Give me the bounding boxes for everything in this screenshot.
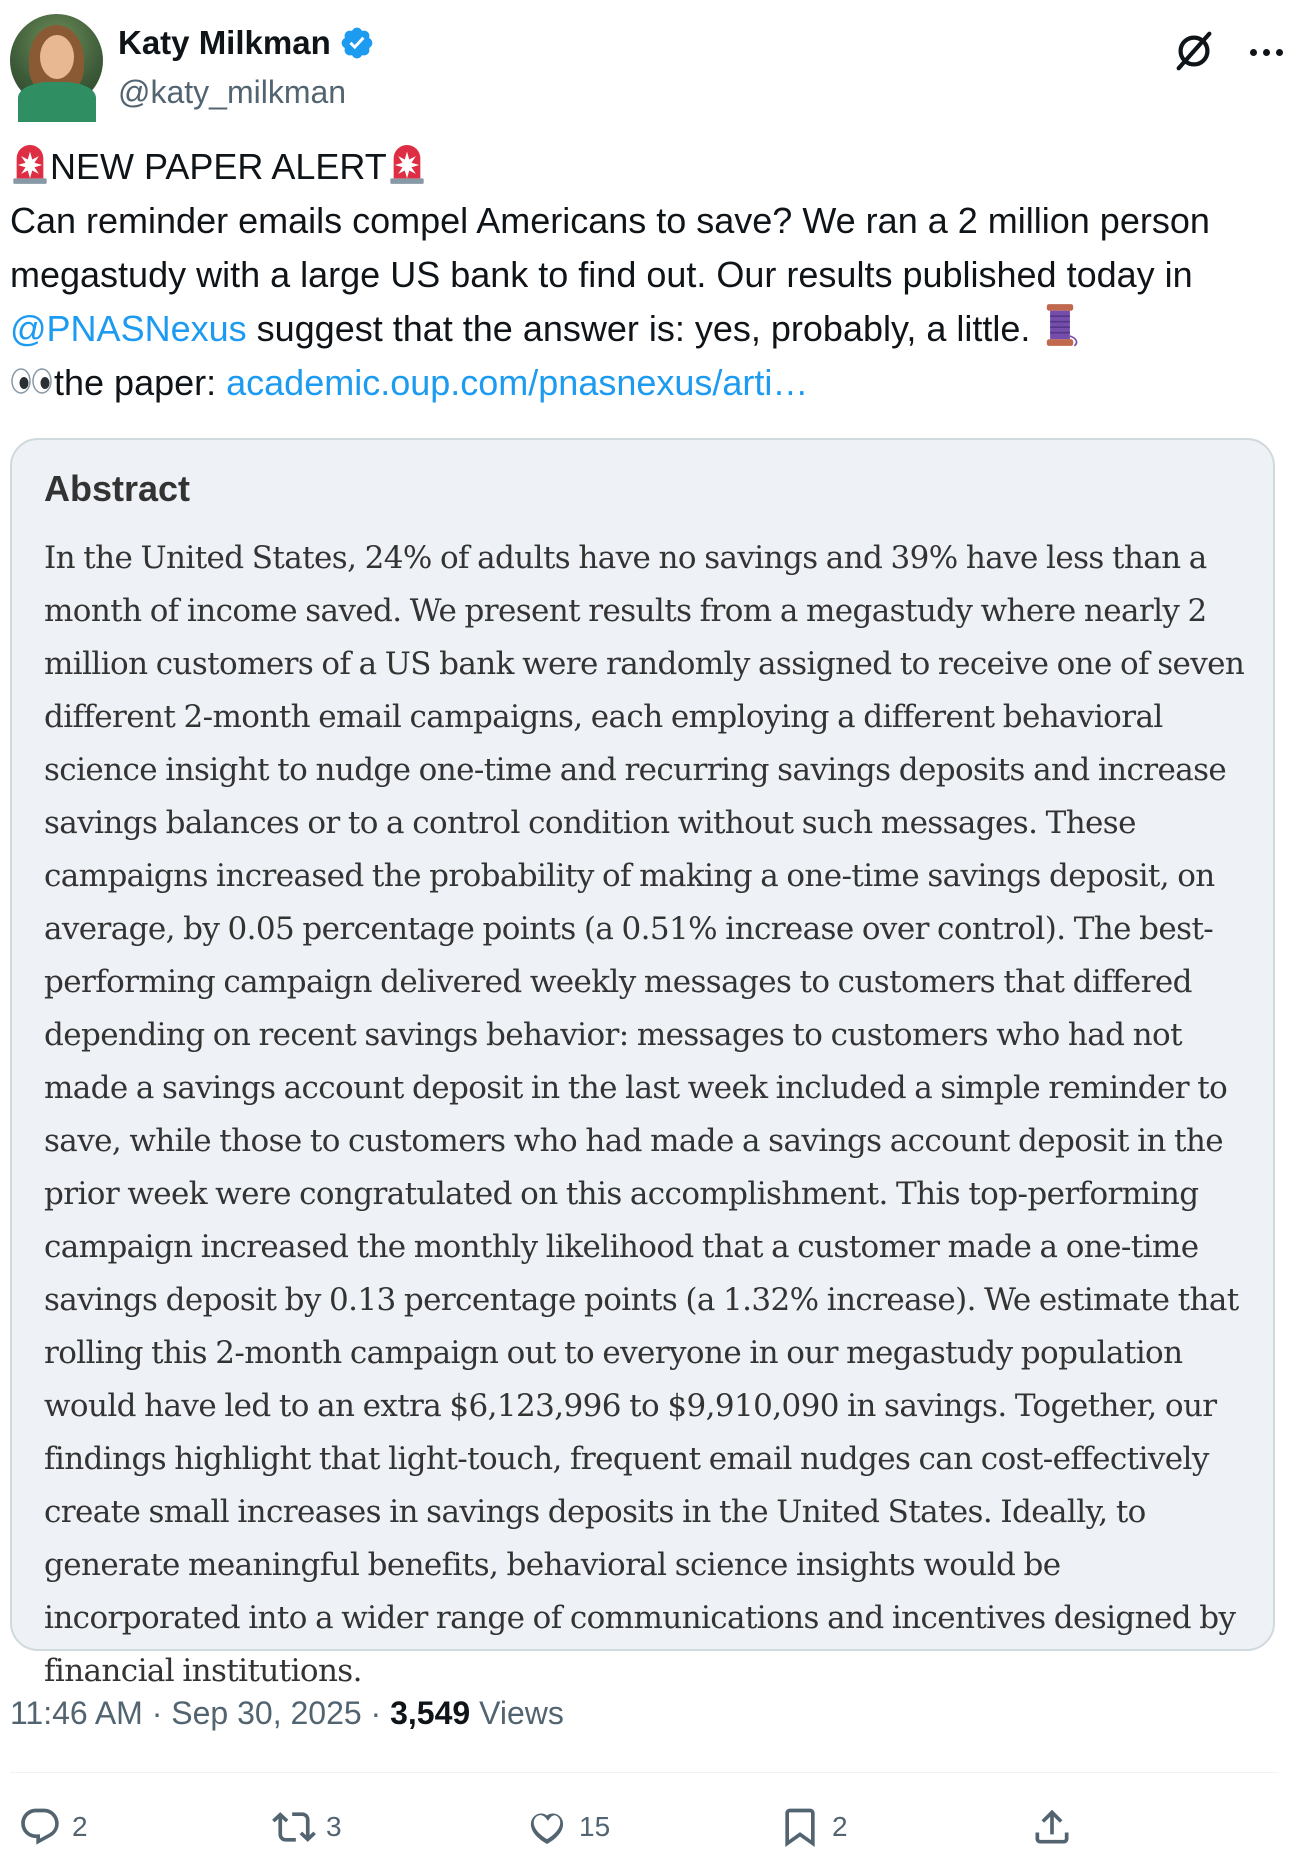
paper-prefix: the paper:	[54, 362, 227, 403]
tweet-body	[10, 194, 1300, 356]
avatar[interactable]	[10, 14, 103, 107]
tweet-date[interactable]: Sep 30, 2025	[171, 1695, 362, 1731]
eyes-emoji-icon	[10, 359, 54, 413]
reply-button[interactable]	[18, 1805, 88, 1849]
mention-link[interactable]: @PNASNexus	[10, 308, 247, 349]
views-label: Views	[470, 1695, 564, 1731]
divider	[10, 1772, 1279, 1773]
alert-text: NEW PAPER ALERT	[50, 146, 387, 187]
repost-icon	[272, 1805, 316, 1849]
like-button[interactable]	[525, 1805, 610, 1849]
siren-emoji-icon	[10, 145, 50, 185]
reply-icon	[18, 1805, 62, 1849]
repost-count: 3	[326, 1811, 342, 1842]
abstract-body: In the United States, 24% of adults have no savings and 39% have less than a month of income saved. We present results from a megastudy where nearly 2 million customers of a US bank were randomly assigned to receive one of seven different 2-month email campaigns, each employing a different behavioral science insight to nudge one-time and recurring savings deposits and increase savings balances or to a control condition without such messages. These campaigns increased the probability of making a one-time savings deposit, on average, by 0.05 percentage points (a 0.51% increase over control). The best-performing campaign delivered weekly messages to customers that differed depending on recent savings behavior: messages to customers who had not made a savings account deposit in the last week included a simple reminder to save, while those to customers who had made a savings account deposit in the prior week were congratulated on this accomplishment. This top-performing campaign increased the monthly likelihood that a customer made a one-time savings deposit by 0.13 percentage points (a 1.32% increase). We estimate that rolling this 2-month campaign out to everyone in our megastudy population would have led to an extra $6,123,996 to $9,910,090 in savings. Together, our findings highlight that light-touch, frequent email nudges can cost-effectively create small increases in savings deposits in the United States. Ideally, to generate meaningful benefits, behavioral science insights would be incorporated into a wider range of communications and incentives designed by financial institutions.	[44, 540, 1245, 1689]
bookmark-icon	[778, 1805, 822, 1849]
author-display-name[interactable]: Katy Milkman	[118, 24, 331, 61]
like-icon	[525, 1805, 569, 1849]
more-icon[interactable]	[1243, 34, 1289, 70]
abstract-title: Abstract	[44, 468, 191, 509]
tweet-body-part-2: suggest that the answer is: yes, probably, a little.	[246, 308, 1031, 349]
tweet-header	[10, 14, 1289, 114]
tweet-meta	[10, 1695, 564, 1732]
repost-button[interactable]	[272, 1805, 342, 1849]
bookmark-button[interactable]	[778, 1805, 848, 1849]
action-bar	[10, 1805, 1275, 1861]
paper-line	[10, 356, 1300, 413]
tweet-time[interactable]: 11:46 AM	[10, 1695, 143, 1731]
like-count: 15	[579, 1811, 611, 1842]
meta-separator: ·	[142, 1695, 172, 1731]
grok-icon[interactable]	[1171, 28, 1217, 74]
author-handle[interactable]: @katy_milkman	[118, 74, 347, 110]
views-count: 3,549	[390, 1695, 471, 1731]
share-button[interactable]	[1030, 1805, 1074, 1849]
author-name-row	[118, 24, 375, 62]
reply-count: 2	[72, 1811, 88, 1842]
tweet-body-part-1: Can reminder emails compel Americans to save? We ran a 2 million person megastudy with a large US bank to find out. Our results published today in	[10, 200, 1210, 295]
paper-link[interactable]: academic.oup.com/pnasnexus/arti…	[226, 362, 809, 403]
bookmark-count: 2	[832, 1811, 848, 1842]
abstract-image-card[interactable]	[10, 438, 1275, 1689]
thread-spool-emoji-icon	[1040, 303, 1080, 347]
tweet-text	[10, 140, 1300, 413]
alert-line	[10, 140, 1300, 194]
verified-badge-icon	[339, 25, 375, 61]
meta-separator: ·	[361, 1695, 391, 1731]
siren-emoji-icon	[387, 145, 427, 185]
share-icon	[1030, 1805, 1074, 1849]
